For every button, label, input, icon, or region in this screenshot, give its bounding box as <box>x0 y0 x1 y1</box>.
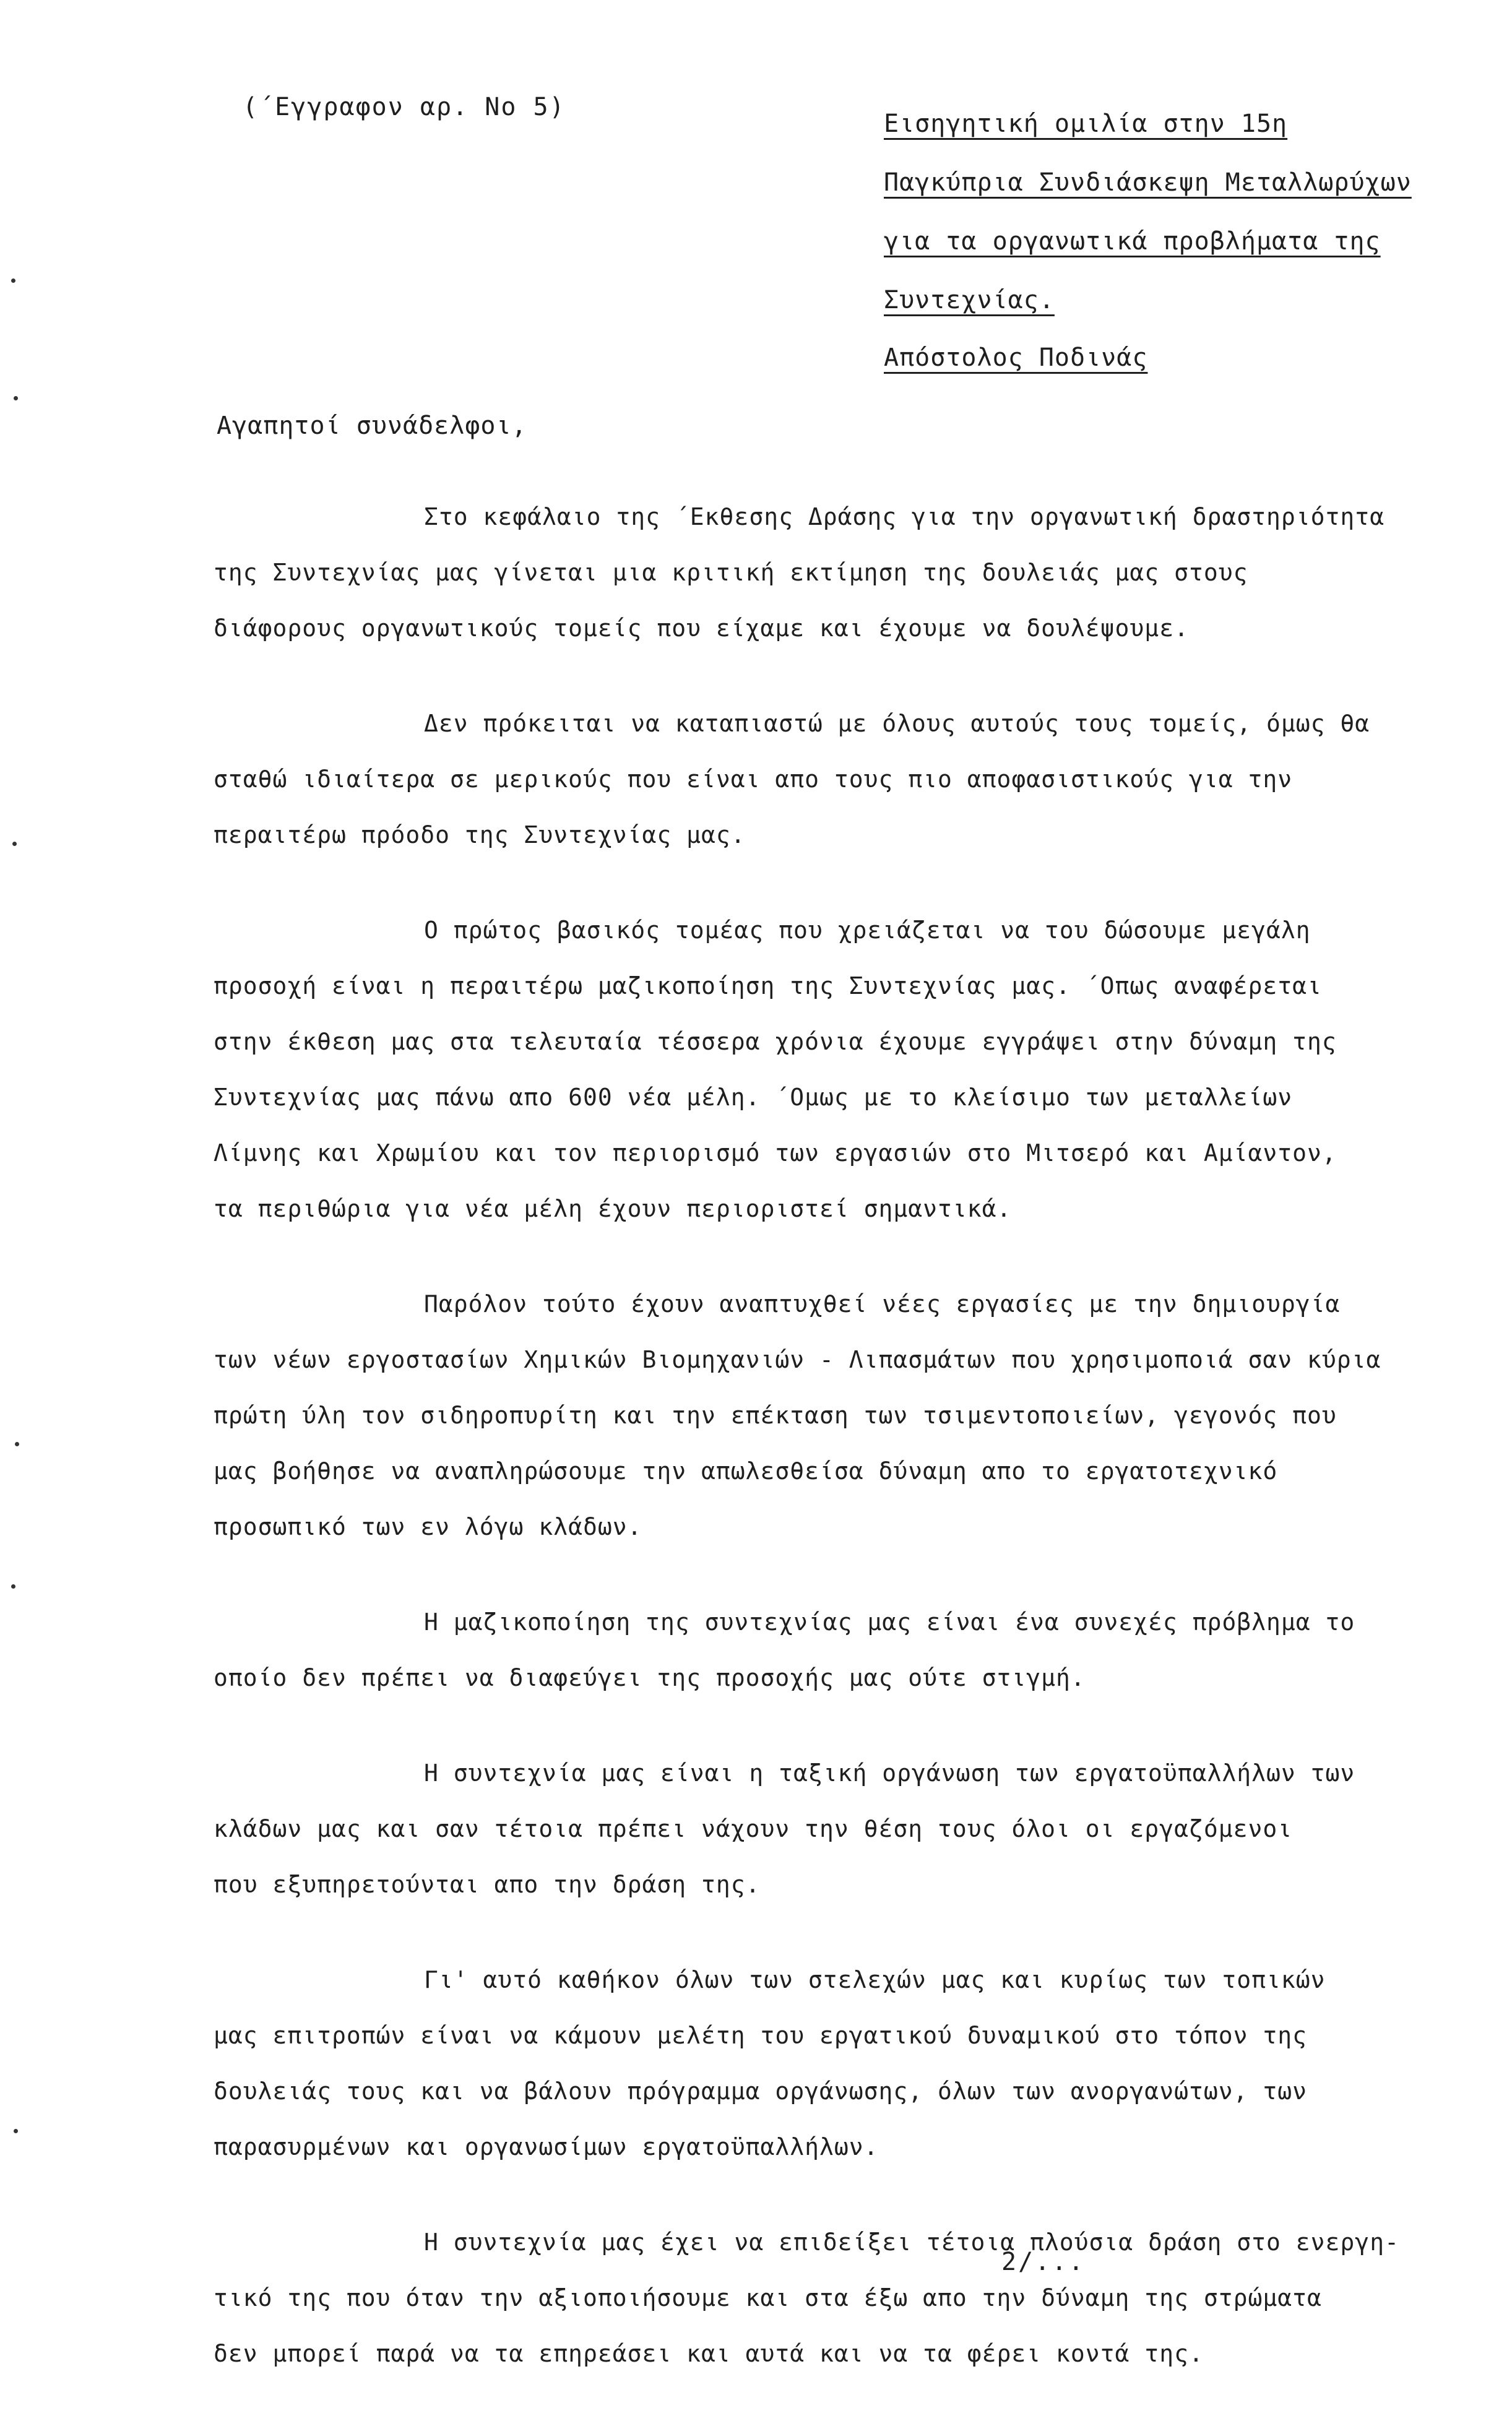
title-line: Παγκύπρια Συνδιάσκεψη Μεταλλωρύχων <box>884 168 1412 197</box>
text-line: τικό της που όταν την αξιοποιήσουμε και στα έξω απο την δύναμη της στρώματα <box>214 2284 1322 2311</box>
text-line: Ο πρώτος βασικός τομέας που χρειάζεται να του δώσουμε μεγάλη <box>424 917 1311 944</box>
text-line: μας επιτροπών είναι να κάμουν μελέτη του εργατικού δυναμικού στο τόπον της <box>214 2022 1307 2049</box>
author-name: Απόστολος Ποδινάς <box>884 343 1148 372</box>
scan-speck <box>11 278 15 283</box>
paragraph <box>214 1952 1454 2175</box>
text-line: δεν μπορεί παρά να τα επηρεάσει και αυτά και να τα φέρει κοντά της. <box>214 2340 1204 2367</box>
scan-speck <box>14 396 18 400</box>
text-line: παρασυρμένων και οργανωσίμων εργατοϋπαλλήλων. <box>214 2133 879 2160</box>
text-line: Παρόλον τούτο έχουν αναπτυχθεί νέες εργασίες με την δημιουργία <box>424 1290 1341 1318</box>
text-line: Στο κεφάλαιο της ΄Εκθεσης Δράσης για την οργανωτική δραστηριότητα <box>424 503 1385 530</box>
body-text <box>214 489 1454 2421</box>
scan-speck <box>12 842 17 846</box>
scan-speck <box>11 1584 15 1589</box>
text-line: τα περιθώρια για νέα μέλη έχουν περιοριστεί σημαντικά. <box>214 1195 1012 1222</box>
paragraph <box>214 696 1454 863</box>
text-line: Η μαζικοποίηση της συντεχνίας μας είναι ένα συνεχές πρόβλημα το <box>424 1608 1355 1636</box>
page-number: 2/... <box>1001 2248 1086 2276</box>
text-line: προσοχή είναι η περαιτέρω μαζικοποίηση της Συντεχνίας μας. ΄Οπως αναφέρεται <box>214 972 1322 999</box>
paragraph <box>214 1594 1454 1706</box>
title-line: Εισηγητική ομιλία στην 15η <box>884 110 1288 138</box>
text-line: πρώτη ύλη τον σιδηροπυρίτη και την επέκταση των τσιμεντοποιείων, γεγονός που <box>214 1402 1337 1429</box>
text-line: κλάδων μας και σαν τέτοια πρέπει νάχουν την θέση τους όλοι οι εργαζόμενοι <box>214 1815 1293 1842</box>
paragraph <box>214 902 1454 1236</box>
paragraph <box>214 1745 1454 1912</box>
text-line: μας βοήθησε να αναπληρώσουμε την απωλεσθείσα δύναμη απο το εργατοτεχνικό <box>214 1457 1278 1485</box>
text-line: της Συντεχνίας μας γίνεται μια κριτική εκτίμηση της δουλειάς μας στους <box>214 559 1248 586</box>
text-line: Γι' αυτό καθήκον όλων των στελεχών μας και κυρίως των τοπικών <box>424 1966 1326 1993</box>
text-line: στην έκθεση μας στα τελευταία τέσσερα χρόνια έχουμε εγγράψει στην δύναμη της <box>214 1028 1337 1055</box>
speech-title <box>884 105 1478 340</box>
greeting: Αγαπητοί συνάδελφοι, <box>217 412 527 440</box>
text-line: οποίο δεν πρέπει να διαφεύγει της προσοχής μας ούτε στιγμή. <box>214 1664 1086 1691</box>
text-line: δουλειάς τους και να βάλουν πρόγραμμα οργάνωσης, όλων των ανοργανώτων, των <box>214 2078 1307 2105</box>
text-line: Η συντεχνία μας είναι η ταξική οργάνωση των εργατοϋπαλλήλων των <box>424 1759 1355 1787</box>
text-line: που εξυπηρετούνται απο την δράση της. <box>214 1871 761 1898</box>
text-line: προσωπικό των εν λόγω κλάδων. <box>214 1513 642 1540</box>
scan-speck <box>14 2129 18 2133</box>
text-line: Συντεχνίας μας πάνω απο 600 νέα μέλη. ΄Ομως με το κλείσιμο των μεταλλείων <box>214 1084 1293 1111</box>
text-line: διάφορους οργανωτικούς τομείς που είχαμε και έχουμε να δουλέψουμε. <box>214 615 1189 642</box>
text-line: Λίμνης και Χρωμίου και τον περιορισμό των εργασιών στο Μιτσερό και Αμίαντον, <box>214 1139 1337 1167</box>
title-line: Συντεχνίας. <box>884 286 1055 314</box>
paragraph <box>214 489 1454 656</box>
text-line: Η συντεχνία μας έχει να επιδείξει τέτοια πλούσια δράση στο ενεργη- <box>424 2229 1399 2256</box>
text-line: σταθώ ιδιαίτερα σε μερικούς που είναι απο τους πιο αποφασιστικούς για την <box>214 766 1293 793</box>
text-line: των νέων εργοστασίων Χημικών Βιομηχανιών - Λιπασμάτων που χρησιμοποιά σαν κύρια <box>214 1346 1381 1373</box>
text-line: περαιτέρω πρόοδο της Συντεχνίας μας. <box>214 821 746 848</box>
document-reference: (΄Εγγραφον αρ. Νο 5) <box>243 93 566 121</box>
paragraph <box>214 1276 1454 1555</box>
title-line: για τα οργανωτικά προβλήματα της <box>884 227 1381 256</box>
text-line: Δεν πρόκειται να καταπιαστώ με όλους αυτούς τους τομείς, όμως θα <box>424 710 1370 737</box>
paragraph <box>214 2214 1454 2381</box>
scan-speck <box>15 1442 19 1446</box>
